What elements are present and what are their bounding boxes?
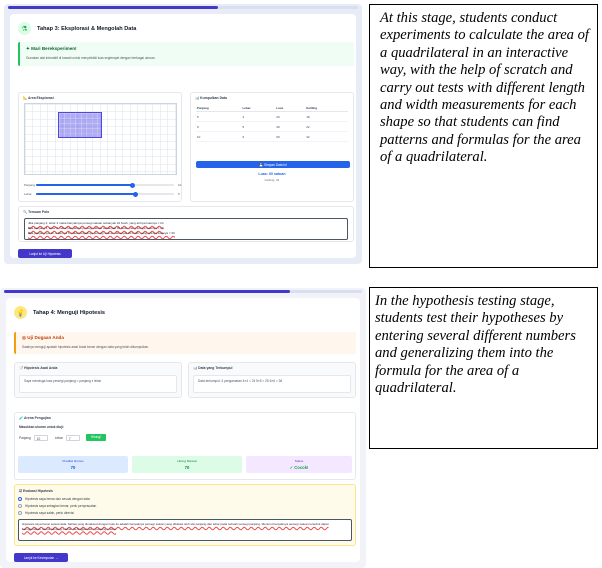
compute-button[interactable]: Hitung!: [86, 434, 106, 441]
status-value: ✓ Cocok!: [289, 465, 309, 470]
flask-icon: ⚗: [18, 22, 31, 35]
conclusion-textarea[interactable]: Hipotesis saya benar sesuai data, bahwa yang dimaksud dengan luas itu adalah banyaknya persegi satuan yang dibatasi oleh sisi panjang dan lebar pada sebuah persegi panjang. Menurut banyaknya persegi satuan tersebut dapat menggunakan rumus panjang x lebar. Sehingga luas = panjang x lebar: [18, 519, 352, 541]
status-label: Status: [294, 459, 304, 463]
evaluation-option-2[interactable]: Hipotesis saya sebagian benar, perlu penyesuaian: [18, 504, 96, 508]
save-icon: 💾: [259, 162, 265, 167]
test-area-title: 🧪 Arena Pengujian: [19, 416, 51, 420]
stage4-intro-title: ◎ Uji Dugaan Anda: [22, 335, 64, 340]
table-cell: 5: [196, 112, 241, 122]
width-slider-fill: [36, 193, 135, 195]
stage3-intro-callout: [18, 42, 354, 66]
next-to-conclusion-button[interactable]: Lanjut ke Kesimpulan →: [14, 553, 68, 562]
table-cell: 60: [275, 132, 305, 142]
radio-icon[interactable]: [18, 504, 22, 508]
perimeter-result: Keliling: 32: [264, 178, 280, 182]
bulb-icon: 💡: [14, 306, 27, 319]
chart-icon: 📊: [193, 366, 199, 370]
rectangle-shape[interactable]: [58, 112, 102, 138]
findings-textarea[interactable]: [24, 218, 348, 240]
table-row: [196, 122, 348, 132]
stage3-intro-title: ✦ Mari Bereksperimen!: [26, 46, 77, 51]
test-length-input[interactable]: 10: [34, 435, 48, 441]
next-to-hypothesis-button[interactable]: Lanjut ke Uji Hipotesis: [18, 249, 72, 258]
ruler-icon: 📐: [23, 96, 29, 100]
flask-icon: 🧪: [19, 416, 25, 420]
stage4-title: Tahap 4: Menguji Hipotesis: [33, 309, 105, 316]
note-icon: 📝: [19, 366, 25, 370]
table-header: Panjang: [196, 104, 241, 112]
stage4-intro-callout: [14, 332, 356, 354]
length-slider-row: [24, 182, 182, 188]
table-row: [196, 112, 348, 122]
width-slider-row: [24, 191, 182, 197]
stage3-intro-text: Gunakan alat interaktif di bawah untuk menyelidiki luas segiempat dengan berbagai ukuran.: [26, 56, 156, 60]
table-header: Keliling: [305, 104, 348, 112]
findings-panel: [18, 206, 354, 242]
manual-value: 70: [184, 465, 190, 470]
length-slider-label: Panjang: [24, 183, 36, 187]
initial-hypothesis-title: 📝 Hipotesis Awal Anda: [19, 366, 58, 370]
table-cell: 20: [275, 112, 305, 122]
manual-label: Hitung Manual: [177, 459, 197, 463]
prediction-label: Prediksi Rumus: [62, 459, 84, 463]
length-slider-thumb[interactable]: [130, 183, 135, 188]
caption-stage4: In the hypothesis testing stage, students test their hypotheses by entering several different numbers and generalizing them into the formula for the area of a quadrilateral.: [369, 287, 598, 449]
findings-line: Jika panjangnya 10, lebarnya 6 maka banyaknya persegi satuan sebanyak 60 buah, yang artinya luasnya = 60: [28, 231, 175, 235]
table-cell: 18: [305, 112, 348, 122]
table-header: Lebar: [241, 104, 275, 112]
save-data-button[interactable]: 💾 Simpan Data Ini: [196, 161, 350, 168]
table-header-row: [196, 104, 348, 112]
table-cell: 5: [241, 122, 275, 132]
initial-hypothesis-panel: [14, 362, 182, 398]
length-slider-fill: [36, 184, 133, 186]
stage4-card: [6, 298, 360, 562]
evaluation-option-3[interactable]: Hipotesis saya salah, perlu direvisi: [18, 511, 74, 515]
evaluation-title: ☑ Evaluasi Hipotesis: [19, 489, 53, 493]
findings-line: Jika panjang 5, lebar 5 maka banyaknya persegi satuan sebanyak 30 buah, yang artinya luasnya = 30: [28, 226, 164, 230]
initial-hypothesis-box: Saya menduga luas persegi panjang = panjang x lebar: [19, 375, 177, 393]
table-header: Luas: [275, 104, 305, 112]
table-cell: 22: [305, 122, 348, 132]
prediction-value: 70: [70, 465, 76, 470]
length-slider-value: 10: [178, 183, 182, 187]
test-inputs-row: [19, 434, 106, 441]
prediction-box: [18, 456, 128, 473]
stage4-header: [14, 306, 105, 319]
radio-selected-icon[interactable]: [18, 497, 22, 501]
test-prompt: Masukkan ukuran untuk diuji:: [19, 425, 64, 429]
checklist-icon: ☑: [19, 489, 23, 493]
table-cell: 4: [241, 112, 275, 122]
sparkle-icon: ✦: [26, 46, 32, 51]
width-slider-label: Lebar: [24, 192, 32, 196]
width-slider-value: 6: [178, 192, 180, 196]
stage3-header: [18, 22, 136, 35]
data-table: [196, 104, 348, 142]
table-row: [196, 132, 348, 142]
stage3-title: Tahap 3: Eksplorasi & Mengolah Data: [37, 25, 137, 32]
table-cell: 30: [275, 122, 305, 132]
test-width-label: Lebar: [54, 435, 63, 440]
status-box: [246, 456, 352, 473]
exploration-title: 📐 Area Eksplorasi: [23, 96, 54, 100]
collected-data-title: 📊 Data yang Terkumpul: [193, 366, 233, 370]
target-icon: ◎: [22, 335, 28, 340]
width-slider[interactable]: [36, 193, 174, 195]
stage3-card: [10, 14, 356, 258]
radio-icon[interactable]: [18, 511, 22, 515]
table-cell: 6: [196, 122, 241, 132]
length-slider[interactable]: [36, 184, 174, 186]
search-icon: 🔍: [23, 210, 29, 214]
collected-data-box: Data terkumpul: 3 pengamatan 4×4 = 24 5×5 = 25 6×6 = 36: [193, 375, 351, 393]
evaluation-option-1[interactable]: Hipotesis saya benar dan sesuai dengan data: [18, 497, 90, 501]
stage4-progress-fill: [4, 290, 290, 293]
chart-icon: 📊: [195, 96, 201, 100]
stage4-intro-text: Saatnya menguji apakah hipotesis awal Anda benar dengan data yang telah dikumpulkan.: [22, 345, 150, 349]
data-panel-title: 📊 Kumpulkan Data: [195, 96, 227, 100]
exploration-grid[interactable]: [24, 103, 177, 175]
table-cell: 6: [241, 132, 275, 142]
exploration-panel: [18, 92, 182, 202]
table-cell: 10: [196, 132, 241, 142]
stage4-screenshot: [0, 288, 366, 568]
collected-data-panel: [188, 362, 356, 398]
findings-title: 🔍 Temuan Polo: [23, 210, 50, 214]
stage3-progress-fill: [8, 6, 218, 9]
test-width-input[interactable]: 7: [66, 435, 80, 441]
width-slider-thumb[interactable]: [133, 192, 138, 197]
test-length-label: Panjang: [19, 435, 31, 440]
stage4-progress-bar: [4, 290, 362, 293]
caption-stage3: At this stage, students conduct experiments to calculate the area of a quadrilateral in an interactive way, with the help of scratch and carry out tests with different length and width measurements for each shape so that students can find patterns and formulas for the area of a quadrilateral.: [369, 4, 598, 268]
data-panel: [190, 92, 354, 202]
findings-line: Jika panjang 4, lebar 4 maka banyaknya persegi satuan sebanyak 24 buah, yang artinya luasnya = 24: [28, 221, 164, 225]
area-result: Luas: 60 satuan: [258, 172, 286, 176]
manual-box: [132, 456, 242, 473]
stage3-screenshot: [4, 4, 362, 264]
stage3-progress-bar: [8, 6, 358, 9]
table-cell: 32: [305, 132, 348, 142]
